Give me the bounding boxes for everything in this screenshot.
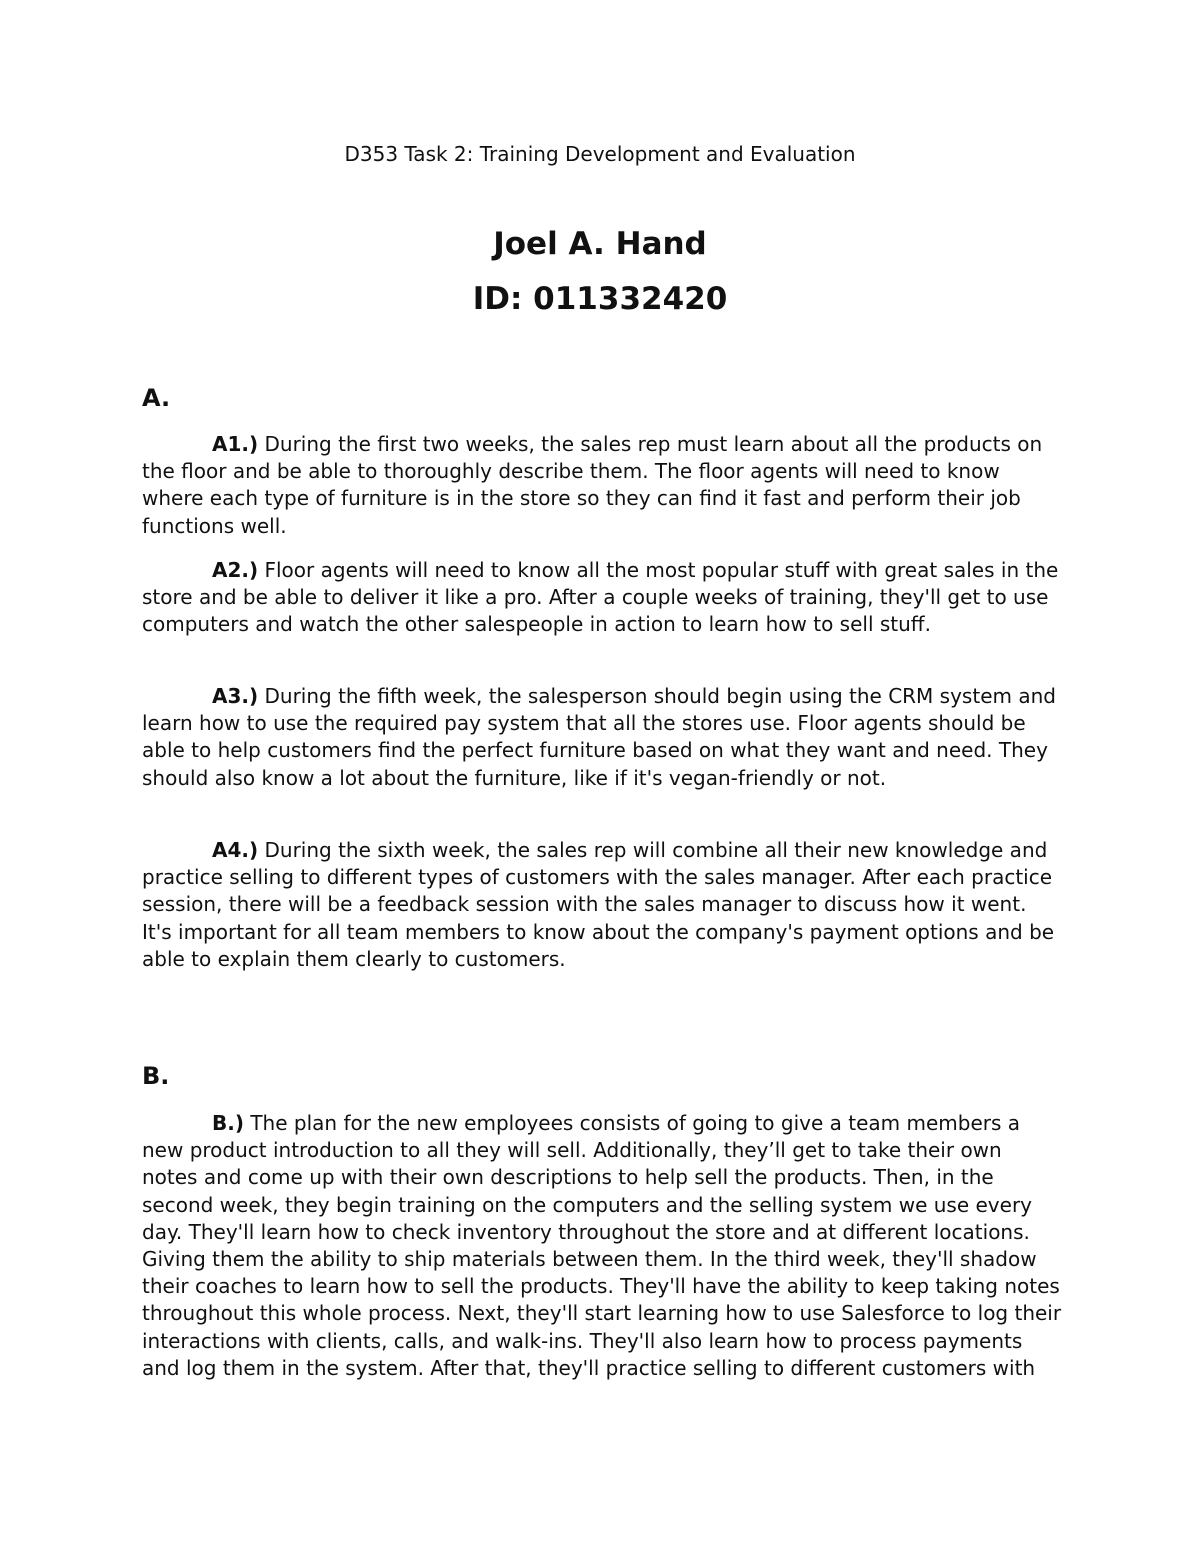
- paragraph-a1-text: During the first two weeks, the sales rep must learn about all the products on the floor and be able to thoroughly describe them. The floor agents will need to know where each type of furniture is in the store so they can find it fast and perform their job functions well.: [142, 432, 1043, 538]
- author-id: ID: 011332420: [472, 281, 728, 317]
- paragraph-b-text: The plan for the new employees consists of going to give a team members a new product introduction to all they will sell. Additionally, they’ll get to take their own notes and come up with their own descriptions to help sell the products. Then, in the second week, they begin training on the computers and the selling system we use every day. They'll learn how to check inventory throughout the store and at different locations. Giving them the ability to ship materials between them. In the third week, they'll shadow their coaches to learn how to sell the products. They'll have the ability to keep taking notes throughout this whole process. Next, they'll start learning how to use Salesforce to log their interactions with clients, calls, and walk-ins. They'll also learn how to process payments and log them in the system. After that, they'll practice selling to different customers with: [142, 1111, 1062, 1380]
- section-b-heading: B.: [142, 1062, 170, 1090]
- paragraph-b-label: B.): [212, 1111, 244, 1135]
- paragraph-a4: [142, 837, 1062, 973]
- paragraph-a3: [142, 683, 1062, 792]
- paragraph-a4-label: A4.): [212, 838, 259, 862]
- section-a-heading: A.: [142, 384, 171, 412]
- paragraph-a3-text: During the fifth week, the salesperson should begin using the CRM system and learn how to use the required pay system that all the stores use. Floor agents should be able to help customers find the perfect furniture based on what they want and need. They should also know a lot about the furniture, like if it's vegan-friendly or not.: [142, 684, 1056, 790]
- author-name: Joel A. Hand: [493, 226, 707, 262]
- paragraph-a3-label: A3.): [212, 684, 259, 708]
- paragraph-b: [142, 1110, 1062, 1382]
- document-title: D353 Task 2: Training Development and Evaluation: [344, 142, 856, 166]
- paragraph-a1: [142, 431, 1062, 540]
- paragraph-a2-text: Floor agents will need to know all the most popular stuff with great sales in the store and be able to deliver it like a pro. After a couple weeks of training, they'll get to use computers and watch the other salespeople in action to learn how to sell stuff.: [142, 558, 1059, 637]
- paragraph-a4-text: During the sixth week, the sales rep will combine all their new knowledge and practice selling to different types of customers with the sales manager. After each practice session, there will be a feedback session with the sales manager to discuss how it went. It's important for all team members to know about the company's payment options and be able to explain them clearly to customers.: [142, 838, 1055, 971]
- paragraph-a2: [142, 557, 1062, 639]
- paragraph-a2-label: A2.): [212, 558, 259, 582]
- paragraph-a1-label: A1.): [212, 432, 259, 456]
